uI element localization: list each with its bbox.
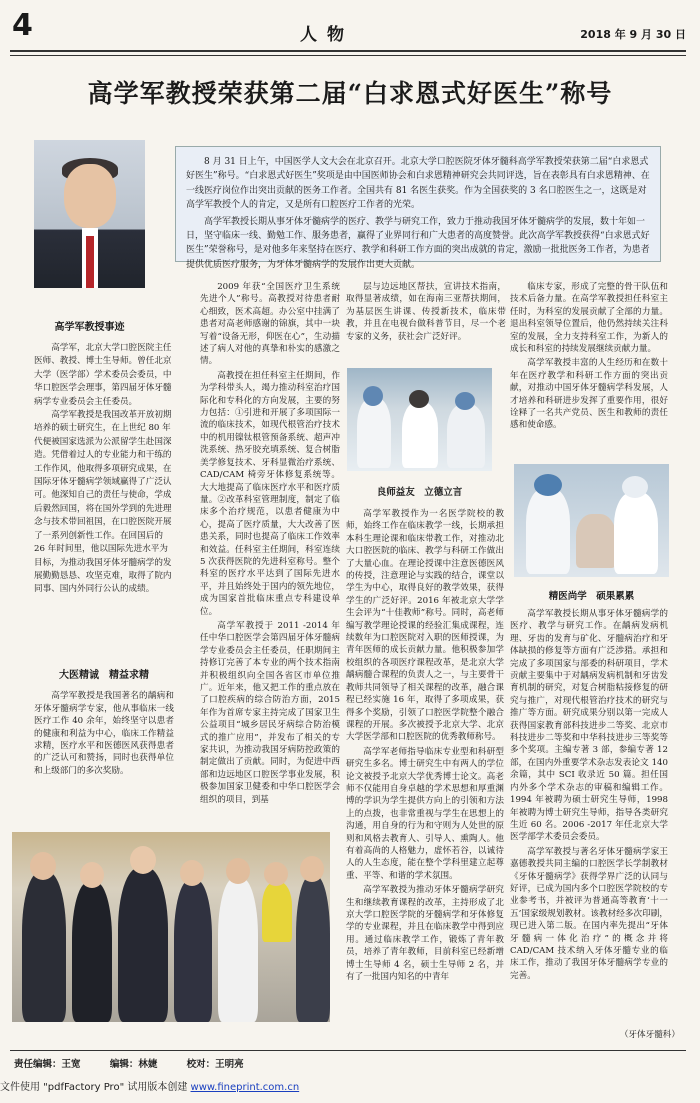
body-paragraph: 高学军教授丰富的人生经历和在数十年在医疗教学和科研工作方面的突出贡献，对推动中国牙体牙髓病学科发展，人才培养和科研进步发挥了重要作用，很好诠释了一名共产党员、医生和教师的责任感和使命感。 [510,358,668,431]
article-headline: 高学军教授荣获第二届“白求恩式好医生”称号 [87,79,613,108]
lead-summary-box [175,146,661,270]
clinical-photo [514,464,669,577]
body-paragraph: 2009 年获“全国医疗卫生系统先进个人”称号。高教授对待患者耐心细致，医术高超。办公室中挂满了患者对高老师感谢的锦旗，其中一块写着“设备无形，仰医在心”，生动描述了病人对他的真挚和朴实的感激之情。 [200,282,340,367]
column-4-body [510,608,668,1048]
body-paragraph: 高学军教授与著名牙体牙髓病学家王嘉德教授共同主编的口腔医学长学制教材《牙体牙髓病学》获得学界广泛的认同与好评，已成为国内多个口腔医学院校的专业参考书，并被评为普通高等教育‘十一五’国家级规划教材。该教材经多次印刷，现已进入第二版。在国内率先提出“牙体牙髓病一体化治疗”的概念并将 CAD/CAM 技术纳入牙体牙髓专业的临床工作，推动了我国牙体牙髓病学专业的完善。 [510,846,668,981]
body-paragraph: 高学军教授于 2011 -2014 年任中华口腔医学会第四届牙体牙髓病学专业委员会主任委员，任职期间主持修订完善了本专业的两个技术指南并积极组织向全国各省区市单位推广。近年来，他又把工作的重点放在了口腔疾病的综合防治方面，2015 年作为首席专家主持完成了国家卫生公益项目“城乡居民牙病综合防治模式的推广应用”，并发布了相关的专家共识，为推动我国牙病防控政策的制定做出了贡献。同时，为促进中西部和边远地区口腔医学事业发展，积极参加国家卫健委和中华口腔医学会组织的项目，到基 [200,620,340,805]
column-4-top [510,281,668,455]
body-paragraph: 高学军教授是我国著名的龋病和牙体牙髓病学专家，他从事临床一线医疗工作 40 余年，始终坚守以患者的健康和利益为中心，临床工作精益求精，医疗水平和医德医风获得患者的广泛认可和赞扬，同时也获得单位和上级部门的多次奖励。 [34,691,174,776]
watermark-link[interactable]: www.fineprint.com.cn [190,1082,300,1093]
bio-text [34,342,174,638]
clinical-photo-caption: 精医尚学 硕果累累 [548,591,635,602]
teaching-photo-caption: 良师益友 立德立言 [376,487,463,498]
copy-editor: 编辑：林婕 [109,1059,158,1070]
body-paragraph: 高教授在担任科室主任期间，作为学科带头人，竭力推动科室治疗国际化和专科化的方向发展，主要的努力包括：①引进和开展了多项国际一流的临床技术，如现代根管治疗技术中的机用镍钛根管预备系统、超声冲洗系统、热牙胶充填系统、复合树脂美学修复技术、牙科显微治疗系统、CAD/CAM 椅旁牙体修复系统等。大大地提高了临床医疗水平和医疗质量。②改革科室管理制度，制定了临床多个治疗规范，以患者健康为中心，提高了医疗质量，大大改善了医患关系，同时也提高了临床工作效率和效益。任科室主任期间，科室连续 5 次获得医院的先进科室称号。整个科室的医疗水平达到了国际先进水平，并且始终处于国内的领先地位，成为国家首批临床重点专科建设单位。 [200,370,340,617]
group-photo [12,832,330,1022]
page-header [10,10,686,52]
body-paragraph: 高学军老师指导临床专业型和科研型研究生多名。博士研究生中有两人的学位论文被授予北京大学优秀博士论文。高老师不仅能用自身卓越的学术思想和厚重渊博的学识为学生提供方向上的引领和方法上的点拨，也非常重视与学生在思想上的沟通，用自身的行为和守则为人处世的原则和风格去教育人、引导人、熏陶人。他有着高尚的人格魅力，虚怀若谷，以诚待人的人生态度，能在整个学科里建立起尊重、平等、和谐的学术氛围。 [346,746,504,881]
teaching-photo [347,368,492,471]
page-number: 4 [12,8,33,43]
editor-credits [14,1056,270,1070]
body-paragraph: 高学军教授长期从事牙体牙髓病学的医疗、教学与研究工作。在龋病发病机理、牙齿的发育与矿化、牙髓病治疗和牙体缺损的修复等方面有广泛涉猎。承担和完成了多项国家与部委的科研项目，学术贡献主要集中于对龋病发病机制和牙齿发育机制的研究，对复合树脂粘接修复的研究与推广，对现代根管治疗技术的研究与推广等方面。研究成果分别以第一完成人获得国家教育部科技进步二等奖、北京市科技进步二等奖和中华科技进步三等奖等多个奖项。主编专著 3 部，参编专著 12 部，在国内外重要学术杂志发表论文 140 余篇，其中 SCI 收录近 50 篇。担任国内外多个学术杂志的审稿和编辑工作。1994 年被聘为硕士研究生导师，1998 年被聘为博士研究生导师，指导各类研究生近 60 名。2006 -2017 年任北京大学医学部学术委员会委员。 [510,609,668,843]
issue-date: 2018 年 9 月 30 日 [580,28,686,41]
body-paragraph: 层与边远地区帮扶，宣讲技术指南，取得显著成绩，如在海南三亚帮扶期间，为基层医生讲课、传授新技术，临床带教，并且在电视台做科普节目，尽一个老专家的义务，获社会广泛好评。 [346,282,506,342]
portrait-photo [34,140,145,288]
portrait-caption: 高学军教授事迹 [54,322,125,333]
pdf-watermark [0,1078,299,1093]
section-title: 人物 [300,25,354,45]
column-3-top [346,281,506,363]
body-paragraph: 临床专家，形成了完整的骨干队伍和技术后备力量。在高学军教授担任科室主任时，为科室的发展贡献了全部的力量。退出科室领导位置后，他仍然持续关注科室的发展，全力支持科室工作，为新人的成长和科室的持续发展继续贡献力量。 [510,282,668,355]
column-3-body [346,508,504,1048]
watermark-text: 文件使用 "pdfFactory Pro" 试用版本创建 [0,1082,188,1093]
article-credit: （牙体牙髓科） [619,1030,680,1040]
bio-paragraph: 高学军，北京大学口腔医院主任医师、教授、博士生导师。曾任北京大学（医学部）学术委员会委员，中华口腔医学会理事，第四届牙体牙髓病学专业委员会主任委员。 [34,343,172,407]
body-paragraph: 高学军教授作为一名医学院校的教师，始终工作在临床教学一线，长期承担本科生理论课和临床带教工作，对推动北大口腔医院的临床、教学与科研工作做出了大量心血。在理论授课中注意医德医风的传授，注意理论与实践的结合，课堂以学生为中心，取得良好的教学效果，获得学生的广泛好评。2016 年被北京大学学生会评为“十佳教师”称号。同时，高老师编写教学理论授课的经验汇集成课程，连续数年为口腔医院对入职的医师授课，为青年医师的成长贡献力量。他积极参加学校组织的各项医疗课程改革，是北京大学龋病髓合课程的负责人之一，与主要骨干教师共同领导了相关课程的改革，融合课程已经实施 16 年，取得了多项成果，获得多个奖励，引领了口腔医学院整个融合课程的开展。多次被授予北京大学、北京大学医学部和口腔医院的优秀教师称号。 [346,509,504,743]
body-paragraph: 高学军教授为推动牙体牙髓病学研究生和继续教育课程的改革，主持形成了北京大学口腔医学院的牙髓病学和牙体修复学的专业课程，并且在临床教学中得到应用。通过临床教学工作，锻炼了青年教员，培养了青年教师，目前科室已经新增博士生导师 4 名，硕士生导师 2 名，并有了一批国内知名的中青年 [346,885,504,983]
proofreader: 校对：王明亮 [186,1059,244,1070]
subheading-1: 大医精诚 精益求精 [59,670,149,681]
bio-paragraph: 高学军教授是我国改革开放初期培养的硕士研究生，在上世纪 80 年代便被国家选派为公派留学生赴国深造。凭借着过人的专业能力和干练的工作作风，他取得多项研究成果，在国际牙体牙髓病学领域赢得了广泛认可。他深知自己的责任与使命，学成后毅然回国，将在国外学到的先进理念与技术带回祖国，在口腔医院开展了一系列创新性工作。在回国后的 26 年时间里，他以国际先进水平为目标，为推动我国牙体牙髓病学的发展勤勤恳恳、攻坚克难，取得了院内同事、国内外同行公认的成绩。 [34,410,172,595]
column-1-body [34,664,174,842]
responsible-editor: 责任编辑：王宽 [14,1059,81,1070]
footer-divider [10,1050,686,1051]
column-2-body [200,281,340,852]
header-divider [10,55,686,56]
summary-paragraph: 8 月 31 日上午，中国医学人文大会在北京召开。北京大学口腔医院牙体牙髓科高学军教授荣获第二届“白求恩式好医生”称号。“白求恩式好医生”奖项是由中国医师协会和白求恩精神研究会共同评选，旨在表彰具有白求恩精神、在一线医疗岗位作出突出贡献的医务工作者。全国共有 81 名医生获奖。作为全国获奖的 3 名口腔医生之一，这既是对高学军教授个人的肯定，又是所有口腔医疗工作者的光荣。 [186,157,650,211]
summary-paragraph: 高学军教授长期从事牙体牙髓病学的医疗、教学与研究工作，致力于推动我国牙体牙髓病学的发展，数十年如一日，坚守临床一线、勤勉工作、服务患者，赢得了业界同行和广大患者的高度赞誉。此次高学军教授获得“白求恩式好医生”荣誉称号，是对他多年来坚持在医疗、教学和科研工作方面的突出成就的肯定，激励一批批医务工作者，为患者提供优质医疗服务，为牙体牙髓病学的发展作出更大贡献。 [186,216,650,270]
